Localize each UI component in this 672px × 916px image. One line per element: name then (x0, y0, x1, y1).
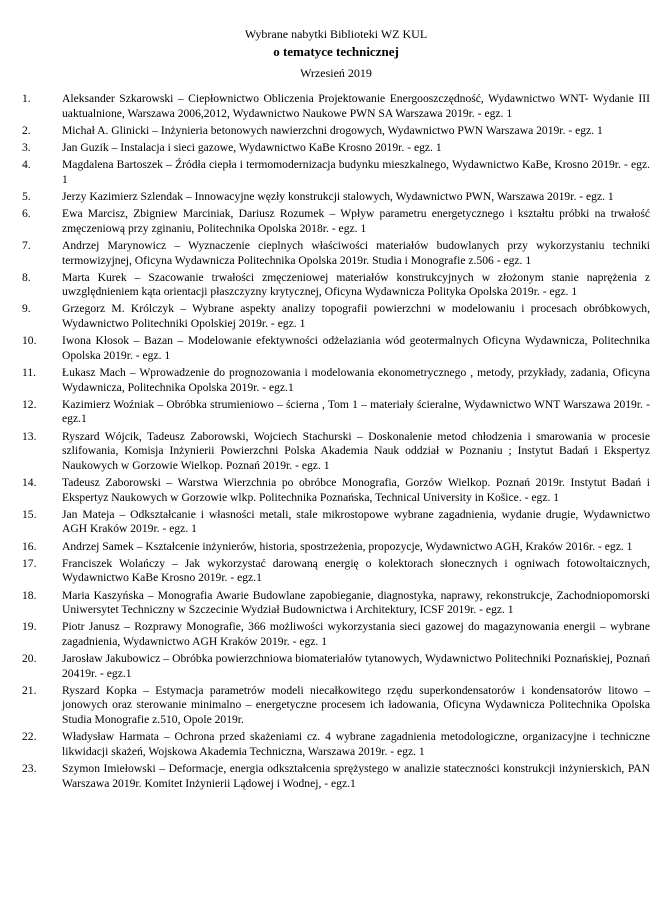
item-text: Andrzej Samek – Kształcenie inżynierów, historia, spostrzeżenia, propozycje, Wydawnictwo AGH, Kraków 2016r. - egz. 1 (62, 539, 633, 553)
list-item (22, 141, 650, 156)
item-text: Szymon Imiełowski – Deformacje, energia odkształcenia sprężystego w analizie stateczności konstrukcji inżynierskich, PAN Warszawa 2019r. Komitet Inżynierii Lądowej i Wodnej, - egz.1 (62, 762, 650, 790)
item-number: 7. (22, 238, 31, 252)
date-label: Wrzesień 2019 (300, 66, 372, 80)
item-text: Franciszek Wolańczy – Jak wykorzystać darowaną energię o kolektorach słonecznych i ogniwach fotowoltaicznych, Wydawnictwo KaBe Krosno 2019r. - egz.1 (62, 556, 650, 585)
item-number: 6. (22, 207, 31, 221)
library-title: Wybrane nabytki Biblioteki WZ KUL (244, 27, 428, 41)
item-number: 19. (22, 620, 37, 634)
list-item (22, 508, 650, 537)
item-number: 13. (22, 429, 37, 443)
item-number: 16. (22, 539, 37, 553)
list-item (22, 124, 650, 139)
item-number: 2. (22, 123, 31, 137)
item-text: Łukasz Mach – Wprowadzenie do prognozowania i modelowania ekonometrycznego , metody, przykłady, zadania, Oficyna Wydawnicza, Politechnika Opolska 2019r. - egz.1 (62, 366, 650, 394)
list-item (22, 589, 650, 618)
list-item (22, 730, 650, 759)
item-text: Grzegorz M. Królczyk – Wybrane aspekty analizy topografii powierzchni w modelowaniu i procesach obróbkowych, Wydawnictwo Politechniki Opolskiej 2019r. - egz. 1 (62, 302, 650, 331)
item-text: Andrzej Marynowicz – Wyznaczenie cieplnych właściwości materiałów budowlanych przy wykorzystaniu techniki termowizyjnej, Oficyna Wydawnicza Politechnika Opolska 2019r. Studia i Monografie z.506 - egz. 1 (62, 238, 650, 267)
item-text: Jerzy Kazimierz Szlendak – Innowacyjne węzły konstrukcji stalowych, Wydawnictwo PWN, Warszawa 2019r. - egz. 1 (62, 189, 614, 203)
item-text: Ewa Marcisz, Zbigniew Marciniak, Dariusz Rozumek – Wpływ parametru energetycznego i kształtu próbki na trwałość zmęczeniową przy zginaniu, Politechnika Opolska 2018r. - egz. 1 (62, 207, 650, 235)
item-text: Jan Guzik – Instalacja i sieci gazowe, Wydawnictwo KaBe Krosno 2019r. - egz. 1 (62, 140, 442, 154)
list-item (22, 158, 650, 187)
item-text: Kazimierz Woźniak – Obróbka strumieniowo – ścierna , Tom 1 – materiały ścieralne, Wydawnictwo WNT Warszawa 2019r. - egz.1 (62, 397, 650, 426)
item-number: 18. (22, 588, 37, 602)
list-item (22, 430, 650, 474)
list-item (22, 92, 650, 121)
list-item (22, 652, 650, 681)
list-item (22, 239, 650, 268)
item-number: 15. (22, 507, 37, 521)
item-text: Piotr Janusz – Rozprawy Monografie, 366 możliwości wykorzystania sieci gazowej do magazynowania energii – wybrane zagadnienia, Wydawnictwo AGH Kraków 2019r. - egz. 1 (62, 620, 650, 648)
item-text: Iwona Kłosok – Bazan – Modelowanie efektywności odżelaziania wód geotermalnych Oficyna Wydawnicza, Politechnika Opolska 2019r. - egz. 1 (62, 334, 650, 362)
item-number: 22. (22, 730, 37, 744)
list-item (22, 557, 650, 586)
item-text: Ryszard Kopka – Estymacja parametrów modeli niecałkowitego rzędu superkondensatorów i kondensatorów litowo – jonowych oraz sterowanie minimalno – energetyczne procesem ich ładowania, Oficyna Wydawnicza Politechnika Opolska Studia Monografie z.510, Opole 2019r. (62, 683, 650, 727)
item-text: Maria Kaszyńska – Monografia Awarie Budowlane zapobieganie, diagnostyka, naprawy, rekonstrukcje, Zachodniopomorski Uniwersytet Techniczny w Szczecinie Wydział Budownictwa i Architektury, ICSF 2019r. - egz. 1 (62, 588, 650, 617)
item-number: 3. (22, 140, 31, 154)
topic-title: o tematyce technicznej (273, 44, 399, 59)
list-item (22, 762, 650, 791)
item-number: 23. (22, 762, 37, 775)
item-text: Władysław Harmata – Ochrona przed skażeniami cz. 4 wybrane zagadnienia metodologiczne, organizacyjne i techniczne likwidacji skażeń, Wojskowa Akademia Techniczna, Warszawa 2019r. - egz. 1 (62, 730, 650, 758)
document-header (0, 0, 672, 82)
list-item (22, 476, 650, 505)
item-number: 17. (22, 556, 37, 570)
list-item (22, 334, 650, 363)
item-text: Tadeusz Zaborowski – Warstwa Wierzchnia po obróbce Monografia, Gorzów Wielkop. Poznań 2019r. Instytut Badań i Ekspertyz Naukowych w Gorzowie wlkp. Politechnika Poznańska, Technical University in Košice. - egz. 1 (62, 475, 650, 504)
item-number: 14. (22, 475, 37, 489)
list-item (22, 398, 650, 427)
list-item (22, 540, 650, 555)
item-number: 9. (22, 302, 31, 316)
item-number: 1. (22, 92, 31, 105)
item-number: 4. (22, 158, 31, 172)
list-item (22, 620, 650, 649)
item-text: Michał A. Glinicki – Inżynieria betonowych nawierzchni drogowych, Wydawnictwo PWN Warszawa 2019r. - egz. 1 (62, 123, 603, 137)
item-text: Marta Kurek – Szacowanie trwałości zmęczeniowej materiałów konstrukcyjnych w złożonym stanie naprężenia z uwzględnieniem kąta orientacji płaszczyzny krytycznej, Oficyna Wydawnicza Polityka Opolska 2019r. - egz. 1 (62, 270, 650, 299)
item-number: 10. (22, 334, 37, 348)
item-text: Magdalena Bartoszek – Źródła ciepła i termomodernizacja budynku mieszkalnego, Wydawnictwo KaBe, Krosno 2019r. - egz. 1 (62, 158, 650, 186)
list-item (22, 366, 650, 395)
list-item (22, 684, 650, 728)
item-text: Aleksander Szkarowski – Ciepłownictwo Obliczenia Projektowanie Energooszczędność, Wydawnictwo WNT- Wydanie III uaktualnione, Warszawa 2006,2012, Wydawnictwo Naukowe PWN SA Warszawa 2019r. - egz. 1 (62, 92, 650, 120)
item-number: 12. (22, 397, 37, 411)
item-number: 5. (22, 189, 31, 203)
item-text: Jarosław Jakubowicz – Obróbka powierzchniowa biomateriałów tytanowych, Wydawnictwo Politechniki Poznańskiej, Poznań 20419r. - egz.1 (62, 652, 650, 680)
list-item (22, 302, 650, 331)
item-number: 8. (22, 270, 31, 284)
acquisitions-list (22, 92, 650, 794)
list-item (22, 190, 650, 205)
item-text: Jan Mateja – Odkształcanie i własności metali, stale mikrostopowe wybrane zagadnienia, wydanie drugie, Wydawnictwo AGH Kraków 2019r. - egz. 1 (62, 507, 650, 536)
list-item (22, 271, 650, 300)
item-number: 21. (22, 683, 37, 697)
item-text: Ryszard Wójcik, Tadeusz Zaborowski, Wojciech Stachurski – Doskonalenie metod chłodzenia i smarowania w procesie szlifowania, Komisja Inżynierii Powierzchni Polska Akademia Nauk oddział w Poznaniu ; Instytut Badań i Ekspertyz Naukowych w Gorzowie Wielkop. Poznań 2019r. - egz. 1 (62, 429, 650, 472)
item-number: 11. (22, 366, 37, 380)
item-number: 20. (22, 652, 37, 666)
list-item (22, 207, 650, 236)
